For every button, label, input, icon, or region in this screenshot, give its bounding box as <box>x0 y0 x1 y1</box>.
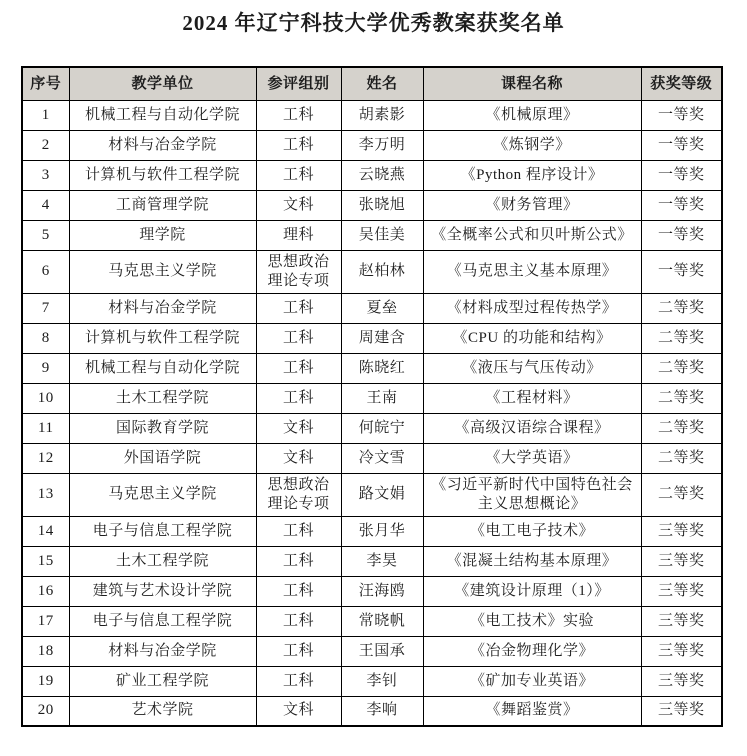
table-cell: 土木工程学院 <box>69 546 256 576</box>
table-cell: 《电工电子技术》 <box>423 516 641 546</box>
table-cell: 19 <box>22 666 69 696</box>
table-cell: 《建筑设计原理（1）》 <box>423 576 641 606</box>
table-cell: 一等奖 <box>641 160 722 190</box>
table-cell: 三等奖 <box>641 606 722 636</box>
table-cell: 工科 <box>256 323 341 353</box>
table-cell: 外国语学院 <box>69 443 256 473</box>
column-header: 姓名 <box>341 67 423 100</box>
table-cell: 《舞蹈鉴赏》 <box>423 696 641 726</box>
table-cell: 吴佳美 <box>341 220 423 250</box>
table-cell: 张晓旭 <box>341 190 423 220</box>
table-cell: 李钊 <box>341 666 423 696</box>
table-cell: 12 <box>22 443 69 473</box>
table-cell: 李万明 <box>341 130 423 160</box>
table-cell: 马克思主义学院 <box>69 250 256 293</box>
table-cell: 机械工程与自动化学院 <box>69 100 256 130</box>
table-cell: 《机械原理》 <box>423 100 641 130</box>
table-cell: 汪海鸥 <box>341 576 423 606</box>
table-cell: 工科 <box>256 576 341 606</box>
column-header: 课程名称 <box>423 67 641 100</box>
table-cell: 王南 <box>341 383 423 413</box>
table-cell: 工科 <box>256 546 341 576</box>
table-cell: 3 <box>22 160 69 190</box>
table-cell: 三等奖 <box>641 516 722 546</box>
table-cell: 二等奖 <box>641 443 722 473</box>
column-header: 序号 <box>22 67 69 100</box>
table-cell: 材料与冶金学院 <box>69 636 256 666</box>
table-row <box>22 323 722 353</box>
table-cell: 李昊 <box>341 546 423 576</box>
table-cell: 《材料成型过程传热学》 <box>423 293 641 323</box>
table-cell: 《冶金物理化学》 <box>423 636 641 666</box>
table-row <box>22 696 722 726</box>
table-cell: 艺术学院 <box>69 696 256 726</box>
table-cell: 材料与冶金学院 <box>69 293 256 323</box>
table-cell: 张月华 <box>341 516 423 546</box>
column-header: 教学单位 <box>69 67 256 100</box>
awards-table <box>21 66 723 727</box>
table-cell: 三等奖 <box>641 576 722 606</box>
table-cell: 李响 <box>341 696 423 726</box>
table-cell: 马克思主义学院 <box>69 473 256 516</box>
table-cell: 电子与信息工程学院 <box>69 606 256 636</box>
table-row <box>22 130 722 160</box>
table-cell: 材料与冶金学院 <box>69 130 256 160</box>
table-cell: 2 <box>22 130 69 160</box>
table-cell: 4 <box>22 190 69 220</box>
table-row <box>22 100 722 130</box>
table-cell: 1 <box>22 100 69 130</box>
table-cell: 《CPU 的功能和结构》 <box>423 323 641 353</box>
table-cell: 《混凝土结构基本原理》 <box>423 546 641 576</box>
table-cell: 工科 <box>256 160 341 190</box>
table-cell: 周建含 <box>341 323 423 353</box>
table-cell: 《炼钢学》 <box>423 130 641 160</box>
table-cell: 胡素影 <box>341 100 423 130</box>
table-cell: 11 <box>22 413 69 443</box>
table-cell: 常晓帆 <box>341 606 423 636</box>
table-row <box>22 220 722 250</box>
table-row <box>22 443 722 473</box>
table-cell: 三等奖 <box>641 636 722 666</box>
table-cell: 夏垒 <box>341 293 423 323</box>
table-row <box>22 516 722 546</box>
table-cell: 三等奖 <box>641 666 722 696</box>
table-cell: 理学院 <box>69 220 256 250</box>
table-cell: 何皖宁 <box>341 413 423 443</box>
table-cell: 13 <box>22 473 69 516</box>
table-cell: 《Python 程序设计》 <box>423 160 641 190</box>
table-cell: 工科 <box>256 666 341 696</box>
table-row <box>22 546 722 576</box>
table-cell: 赵柏林 <box>341 250 423 293</box>
table-body <box>22 100 722 726</box>
table-cell: 三等奖 <box>641 546 722 576</box>
table-cell: 一等奖 <box>641 190 722 220</box>
table-cell: 理科 <box>256 220 341 250</box>
table-row <box>22 160 722 190</box>
table-row <box>22 473 722 516</box>
table-cell: 文科 <box>256 443 341 473</box>
table-cell: 电子与信息工程学院 <box>69 516 256 546</box>
table-cell: 8 <box>22 323 69 353</box>
table-cell: 《高级汉语综合课程》 <box>423 413 641 443</box>
table-cell: 计算机与软件工程学院 <box>69 323 256 353</box>
table-cell: 三等奖 <box>641 696 722 726</box>
table-cell: 10 <box>22 383 69 413</box>
table-cell: 国际教育学院 <box>69 413 256 443</box>
table-cell: 一等奖 <box>641 250 722 293</box>
table-cell: 一等奖 <box>641 100 722 130</box>
table-row <box>22 293 722 323</box>
table-cell: 云晓燕 <box>341 160 423 190</box>
table-cell: 《工程材料》 <box>423 383 641 413</box>
table-cell: 18 <box>22 636 69 666</box>
table-cell: 机械工程与自动化学院 <box>69 353 256 383</box>
table-row <box>22 576 722 606</box>
table-cell: 二等奖 <box>641 353 722 383</box>
table-cell: 《马克思主义基本原理》 <box>423 250 641 293</box>
table-cell: 《全概率公式和贝叶斯公式》 <box>423 220 641 250</box>
table-cell: 王国承 <box>341 636 423 666</box>
table-cell: 文科 <box>256 190 341 220</box>
table-cell: 14 <box>22 516 69 546</box>
table-cell: 20 <box>22 696 69 726</box>
table-header <box>22 67 722 100</box>
table-cell: 二等奖 <box>641 413 722 443</box>
table-cell: 9 <box>22 353 69 383</box>
table-cell: 工商管理学院 <box>69 190 256 220</box>
table-cell: 二等奖 <box>641 383 722 413</box>
table-cell: 工科 <box>256 383 341 413</box>
table-cell: 《液压与气压传动》 <box>423 353 641 383</box>
table-cell: 工科 <box>256 516 341 546</box>
table-cell: 《大学英语》 <box>423 443 641 473</box>
table-cell: 《电工技术》实验 <box>423 606 641 636</box>
table-cell: 工科 <box>256 606 341 636</box>
table-cell: 二等奖 <box>641 293 722 323</box>
table-cell: 5 <box>22 220 69 250</box>
table-header-row <box>22 67 722 100</box>
table-cell: 工科 <box>256 100 341 130</box>
column-header: 获奖等级 <box>641 67 722 100</box>
table-cell: 建筑与艺术设计学院 <box>69 576 256 606</box>
table-row <box>22 383 722 413</box>
table-row <box>22 190 722 220</box>
column-header: 参评组别 <box>256 67 341 100</box>
table-cell: 二等奖 <box>641 473 722 516</box>
table-cell: 工科 <box>256 293 341 323</box>
table-cell: 7 <box>22 293 69 323</box>
page-title: 2024 年辽宁科技大学优秀教案获奖名单 <box>182 11 565 35</box>
table-cell: 17 <box>22 606 69 636</box>
table-cell: 思想政治理论专项 <box>256 473 341 516</box>
table-cell: 二等奖 <box>641 323 722 353</box>
table-cell: 《矿加专业英语》 <box>423 666 641 696</box>
table-cell: 《财务管理》 <box>423 190 641 220</box>
table-row <box>22 413 722 443</box>
table-cell: 冷文雪 <box>341 443 423 473</box>
table-cell: 《习近平新时代中国特色社会主义思想概论》 <box>423 473 641 516</box>
table-row <box>22 353 722 383</box>
table-cell: 一等奖 <box>641 130 722 160</box>
table-cell: 土木工程学院 <box>69 383 256 413</box>
table-cell: 工科 <box>256 636 341 666</box>
table-row <box>22 666 722 696</box>
table-cell: 6 <box>22 250 69 293</box>
table-cell: 工科 <box>256 353 341 383</box>
table-cell: 思想政治理论专项 <box>256 250 341 293</box>
table-cell: 计算机与软件工程学院 <box>69 160 256 190</box>
table-row <box>22 606 722 636</box>
table-row <box>22 636 722 666</box>
table-cell: 路文娟 <box>341 473 423 516</box>
table-cell: 陈晓红 <box>341 353 423 383</box>
table-cell: 15 <box>22 546 69 576</box>
table-cell: 文科 <box>256 413 341 443</box>
table-cell: 一等奖 <box>641 220 722 250</box>
table-cell: 矿业工程学院 <box>69 666 256 696</box>
table-row <box>22 250 722 293</box>
table-cell: 16 <box>22 576 69 606</box>
table-cell: 文科 <box>256 696 341 726</box>
table-cell: 工科 <box>256 130 341 160</box>
